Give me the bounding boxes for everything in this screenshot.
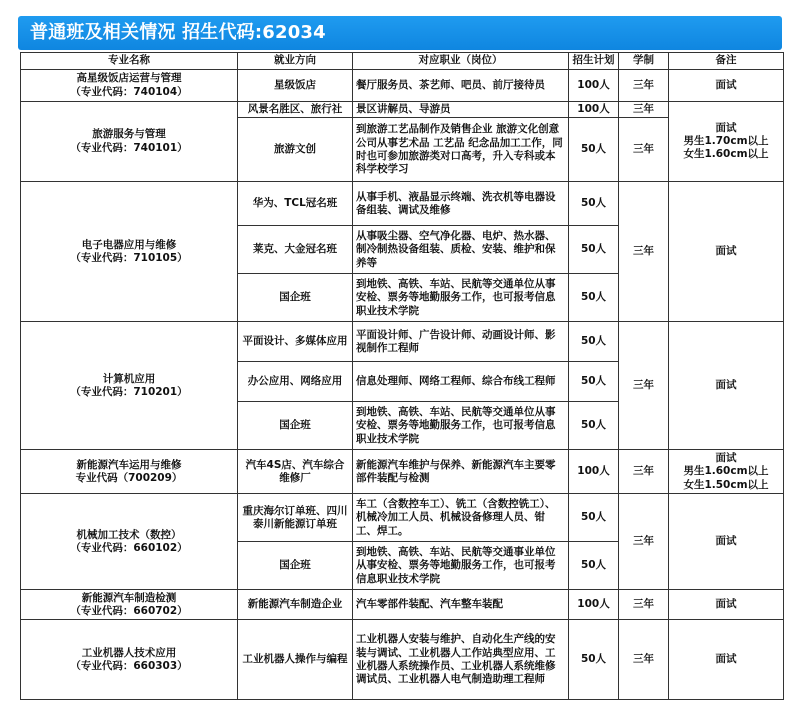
major-name: 旅游服务与管理 (92, 128, 166, 141)
plan-cell: 100人 (569, 450, 619, 494)
direction-cell: 国企班 (238, 542, 353, 590)
plan-cell: 50人 (569, 494, 619, 542)
remark-cell (669, 620, 784, 700)
table-row (21, 70, 784, 102)
header-years: 学制 (619, 53, 669, 70)
header-direction: 就业方向 (238, 53, 353, 70)
header-plan: 招生计划 (569, 53, 619, 70)
job-cell: 车工（含数控车工）、铣工（含数控铣工）、机械冷加工人员、机械设备修理人员、钳工、焊工。 (353, 494, 569, 542)
plan-cell: 50人 (569, 182, 619, 226)
years-cell: 三年 (619, 590, 669, 620)
direction-cell: 汽车4S店、汽车综合维修厂 (238, 450, 353, 494)
remark-cell (669, 494, 784, 590)
major-name: 高星级饭店运营与管理 (76, 72, 182, 85)
job-cell: 从事吸尘器、空气净化器、电炉、热水器、制冷制热设备组装、质检、安装、维护和保养等 (353, 226, 569, 274)
plan-cell: 100人 (569, 70, 619, 102)
table-row (21, 620, 784, 700)
major-code: （专业代码：660102） (70, 541, 188, 554)
plan-cell: 50人 (569, 274, 619, 322)
major-code: （专业代码：740101） (70, 141, 188, 154)
job-cell: 新能源汽车维护与保养、新能源汽车主要零部件装配与检测 (353, 450, 569, 494)
major-cell (21, 322, 238, 450)
major-name: 电子电器应用与维修 (81, 238, 177, 251)
direction-cell: 国企班 (238, 274, 353, 322)
table-row (21, 590, 784, 620)
major-code: 专业代码（700209） (75, 471, 183, 484)
remark-line: 面试 (715, 653, 737, 666)
major-name: 新能源汽车运用与维修 (76, 458, 182, 471)
job-cell: 从事手机、液晶显示终端、洗衣机等电器设备组装、调试及维修 (353, 182, 569, 226)
table-row (21, 102, 784, 118)
header-row (21, 53, 784, 70)
major-name: 计算机应用 (102, 372, 156, 385)
job-cell: 到旅游工艺品制作及销售企业 旅游文化创意公司从事艺术品 工艺品 纪念品加工工作，同时也可参加旅游类对口高考，升入专科或本科学校学习 (353, 118, 569, 182)
major-cell (21, 450, 238, 494)
years-cell: 三年 (619, 620, 669, 700)
years-cell: 三年 (619, 450, 669, 494)
direction-cell: 新能源汽车制造企业 (238, 590, 353, 620)
job-cell: 汽车零部件装配、汽车整车装配 (353, 590, 569, 620)
remark-line: 女生1.50cm以上 (683, 478, 769, 491)
major-cell (21, 182, 238, 322)
job-cell: 到地铁、高铁、车站、民航等交通单位从事安检、票务等地勤服务工作，也可报考信息职业技术学院 (353, 402, 569, 450)
plan-cell: 100人 (569, 102, 619, 118)
banner-title: 普通班及相关情况 招生代码:62034 (18, 16, 782, 50)
major-name: 工业机器人技术应用 (81, 646, 177, 659)
remark-line: 女生1.60cm以上 (683, 148, 769, 161)
remark-cell (669, 182, 784, 322)
plan-cell: 50人 (569, 542, 619, 590)
plan-cell: 50人 (569, 362, 619, 402)
years-cell: 三年 (619, 118, 669, 182)
years-cell: 三年 (619, 494, 669, 590)
major-code: （专业代码：710201） (70, 385, 188, 398)
remark-line: 男生1.70cm以上 (683, 135, 769, 147)
remark-line: 男生1.60cm以上 (683, 465, 769, 478)
remark-line: 面试 (715, 78, 737, 91)
job-cell: 平面设计师、广告设计师、动画设计师、影视制作工程师 (353, 322, 569, 362)
direction-cell: 风景名胜区、旅行社 (238, 102, 353, 118)
job-cell: 工业机器人安装与维护、自动化生产线的安装与调试、工业机器人工作站典型应用、工业机器人系统操作员、工业机器人系统维修调试员、工业机器人电气制造助理工程师 (353, 620, 569, 700)
direction-cell: 旅游文创 (238, 118, 353, 182)
major-cell (21, 494, 238, 590)
direction-cell: 重庆海尔订单班、四川泰川新能源订单班 (238, 494, 353, 542)
remark-cell (669, 70, 784, 102)
direction-cell: 工业机器人操作与编程 (238, 620, 353, 700)
remark-cell (669, 590, 784, 620)
major-cell (21, 620, 238, 700)
remark-line: 面试 (715, 379, 737, 392)
major-code: （专业代码：660303） (70, 659, 188, 672)
job-cell: 信息处理师、网络工程师、综合布线工程师 (353, 362, 569, 402)
plan-cell: 50人 (569, 322, 619, 362)
remark-cell (669, 102, 784, 182)
table-row (21, 450, 784, 494)
job-cell: 景区讲解员、导游员 (353, 102, 569, 118)
years-cell: 三年 (619, 322, 669, 450)
major-name: 新能源汽车制造检测 (81, 591, 177, 604)
remark-line: 面试 (715, 451, 737, 464)
table-row (21, 182, 784, 226)
direction-cell: 国企班 (238, 402, 353, 450)
years-cell: 三年 (619, 70, 669, 102)
direction-cell: 华为、TCL冠名班 (238, 182, 353, 226)
major-code: （专业代码：740104） (70, 85, 188, 98)
table-row (21, 494, 784, 542)
direction-cell: 平面设计、多媒体应用 (238, 322, 353, 362)
years-cell: 三年 (619, 102, 669, 118)
remark-cell (669, 450, 784, 494)
plan-cell: 50人 (569, 620, 619, 700)
remark-line: 面试 (715, 535, 737, 548)
job-cell: 到地铁、高铁、车站、民航等交通单位从事安检、票务等地勤服务工作，也可报考信息职业技术学院 (353, 274, 569, 322)
job-cell: 餐厅服务员、茶艺师、吧员、前厅接待员 (353, 70, 569, 102)
plan-cell: 100人 (569, 590, 619, 620)
direction-cell: 莱克、大金冠名班 (238, 226, 353, 274)
major-name: 机械加工技术（数控） (76, 528, 182, 541)
plan-cell: 50人 (569, 118, 619, 182)
job-cell: 到地铁、高铁、车站、民航等交通事业单位从事安检、票务等地勤服务工作，也可报考信息职业技术学院 (353, 542, 569, 590)
direction-cell: 星级饭店 (238, 70, 353, 102)
header-job: 对应职业（岗位） (353, 53, 569, 70)
major-cell (21, 102, 238, 182)
header-remark: 备注 (669, 53, 784, 70)
remark-line: 面试 (715, 245, 737, 258)
enrollment-table (20, 52, 784, 700)
major-cell (21, 70, 238, 102)
table-row (21, 322, 784, 362)
header-major: 专业名称 (21, 53, 238, 70)
major-code: （专业代码：710105） (70, 251, 188, 264)
years-cell: 三年 (619, 182, 669, 322)
remark-line: 面试 (715, 121, 737, 134)
major-code: （专业代码：660702） (70, 604, 188, 617)
remark-line: 面试 (715, 598, 737, 611)
direction-cell: 办公应用、网络应用 (238, 362, 353, 402)
major-cell (21, 590, 238, 620)
plan-cell: 50人 (569, 402, 619, 450)
remark-cell (669, 322, 784, 450)
plan-cell: 50人 (569, 226, 619, 274)
